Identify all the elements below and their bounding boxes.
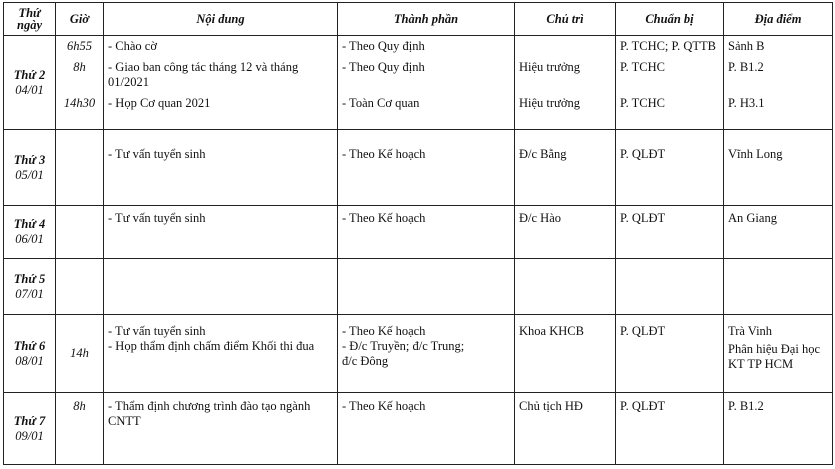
time-cell: [56, 130, 104, 206]
chair-cell: [515, 36, 616, 130]
location-line: Phân hiệu Đại học: [728, 342, 820, 356]
prepare-cell: [616, 36, 724, 130]
content-line: - Thẩm định chương trình đào tạo ngành: [108, 399, 311, 413]
location-line: An Giang: [728, 211, 777, 225]
header-time: Giờ: [56, 3, 104, 36]
time-cell: [56, 206, 104, 259]
time-cell: [56, 36, 104, 130]
location-cell: [724, 393, 833, 465]
day-date: 06/01: [15, 232, 44, 246]
content-cell: [104, 36, 338, 130]
prepare-line: P. TCHC; P. QTTB: [620, 39, 716, 53]
participants-line: - Theo Quy định: [342, 60, 425, 74]
day-cell: [4, 393, 56, 465]
weekly-schedule-table: [3, 2, 833, 465]
prepare-cell: [616, 259, 724, 315]
time-cell: [56, 393, 104, 465]
chair-cell: [515, 315, 616, 393]
chair-line: [519, 39, 611, 54]
location-cell: [724, 130, 833, 206]
location-cell: [724, 259, 833, 315]
day-date: 09/01: [15, 428, 44, 443]
content-cell: [104, 259, 338, 315]
participants-line: - Đ/c Truyền; đ/c Trung;: [342, 339, 465, 353]
chair-line: Khoa KHCB: [519, 324, 584, 338]
chair-cell: [515, 130, 616, 206]
prepare-cell: [616, 393, 724, 465]
location-line: P. B1.2: [728, 399, 764, 413]
chair-line: Hiệu trưởng: [519, 96, 580, 110]
prepare-cell: [616, 315, 724, 393]
prepare-line: P. QLĐT: [620, 399, 666, 413]
day-cell: [4, 130, 56, 206]
participants-cell: [338, 206, 515, 259]
header-day: Thứ ngày: [4, 3, 56, 36]
prepare-line: P. TCHC: [620, 60, 665, 74]
content-line: - Họp thẩm định chấm điểm Khối thi đua: [108, 339, 315, 353]
day-name: Thứ 4: [13, 217, 46, 231]
prepare-line: P. QLĐT: [620, 147, 666, 161]
location-cell: [724, 36, 833, 130]
location-cell: [724, 206, 833, 259]
location-line: P. H3.1: [728, 96, 765, 110]
day-date: 07/01: [15, 286, 44, 301]
participants-cell: [338, 130, 515, 206]
location-line: P. B1.2: [728, 60, 764, 74]
day-date: 08/01: [15, 353, 44, 368]
header-chair: Chủ trì: [515, 3, 616, 36]
day-date: 04/01: [15, 82, 44, 97]
participants-line: đ/c Đông: [342, 354, 389, 368]
location-line: Vĩnh Long: [728, 147, 783, 161]
participants-cell: [338, 259, 515, 315]
chair-line: Đ/c Bằng: [519, 147, 567, 161]
day-cell: [4, 315, 56, 393]
participants-line: - Theo Kế hoạch: [342, 147, 426, 161]
content-line: - Giao ban công tác tháng 12 và tháng: [108, 60, 299, 74]
day-cell: [4, 36, 56, 130]
header-prepare: Chuẩn bị: [616, 3, 724, 36]
time-cell: [56, 259, 104, 315]
content-line: - Tư vấn tuyển sinh: [108, 211, 206, 225]
day-cell: [4, 259, 56, 315]
content-line: - Tư vấn tuyển sinh: [108, 147, 206, 161]
content-cell: [104, 315, 338, 393]
table-row: [4, 393, 833, 465]
table-row: [4, 315, 833, 393]
day-date: 05/01: [15, 167, 44, 182]
prepare-cell: [616, 130, 724, 206]
location-line: Trà Vinh: [728, 324, 773, 338]
prepare-line: P. TCHC: [620, 96, 665, 110]
time-cell: [56, 315, 104, 393]
content-line: - Tư vấn tuyển sinh: [108, 324, 206, 338]
location-line: Sảnh B: [728, 39, 765, 53]
header-participants: Thành phần: [338, 3, 515, 36]
header-row: [4, 3, 833, 36]
prepare-cell: [616, 206, 724, 259]
chair-cell: [515, 259, 616, 315]
location-cell: [724, 315, 833, 393]
table-row: [4, 259, 833, 315]
content-cell: [104, 393, 338, 465]
content-line: 01/2021: [108, 75, 149, 89]
header-content: Nội dung: [104, 3, 338, 36]
participants-line: - Toàn Cơ quan: [342, 96, 420, 110]
chair-line: Đ/c Hào: [519, 211, 561, 225]
table-row: [4, 130, 833, 206]
time-value: 6h55: [67, 39, 92, 53]
time-value: 8h: [73, 399, 86, 413]
day-name: Thứ 6: [13, 338, 46, 353]
chair-cell: [515, 206, 616, 259]
day-name: Thứ 5: [13, 271, 46, 286]
participants-line: - Theo Kế hoạch: [342, 324, 426, 338]
participants-line: - Theo Kế hoạch: [342, 211, 426, 225]
participants-cell: [338, 315, 515, 393]
participants-cell: [338, 393, 515, 465]
content-line: - Chào cờ: [108, 39, 157, 53]
header-location: Địa điểm: [724, 3, 833, 36]
prepare-line: P. QLĐT: [620, 211, 666, 225]
chair-cell: [515, 393, 616, 465]
day-name: Thứ 3: [13, 152, 46, 167]
content-cell: [104, 206, 338, 259]
chair-line: Chủ tịch HĐ: [519, 399, 583, 413]
location-line: KT TP HCM: [728, 357, 794, 371]
content-cell: [104, 130, 338, 206]
day-name: Thứ 2: [13, 67, 46, 82]
time-value: 14h30: [63, 96, 96, 110]
participants-line: - Theo Quy định: [342, 39, 425, 53]
table-row: [4, 36, 833, 130]
participants-cell: [338, 36, 515, 130]
day-name: Thứ 7: [13, 413, 46, 428]
chair-line: Hiệu trưởng: [519, 60, 580, 74]
content-line: CNTT: [108, 414, 141, 428]
time-value: 14h: [70, 346, 89, 360]
day-cell: [4, 206, 56, 259]
participants-line: - Theo Kế hoạch: [342, 399, 426, 413]
time-value: 8h: [73, 60, 86, 74]
table-row: [4, 206, 833, 259]
prepare-line: P. QLĐT: [620, 324, 666, 338]
content-line: - Họp Cơ quan 2021: [108, 96, 211, 110]
